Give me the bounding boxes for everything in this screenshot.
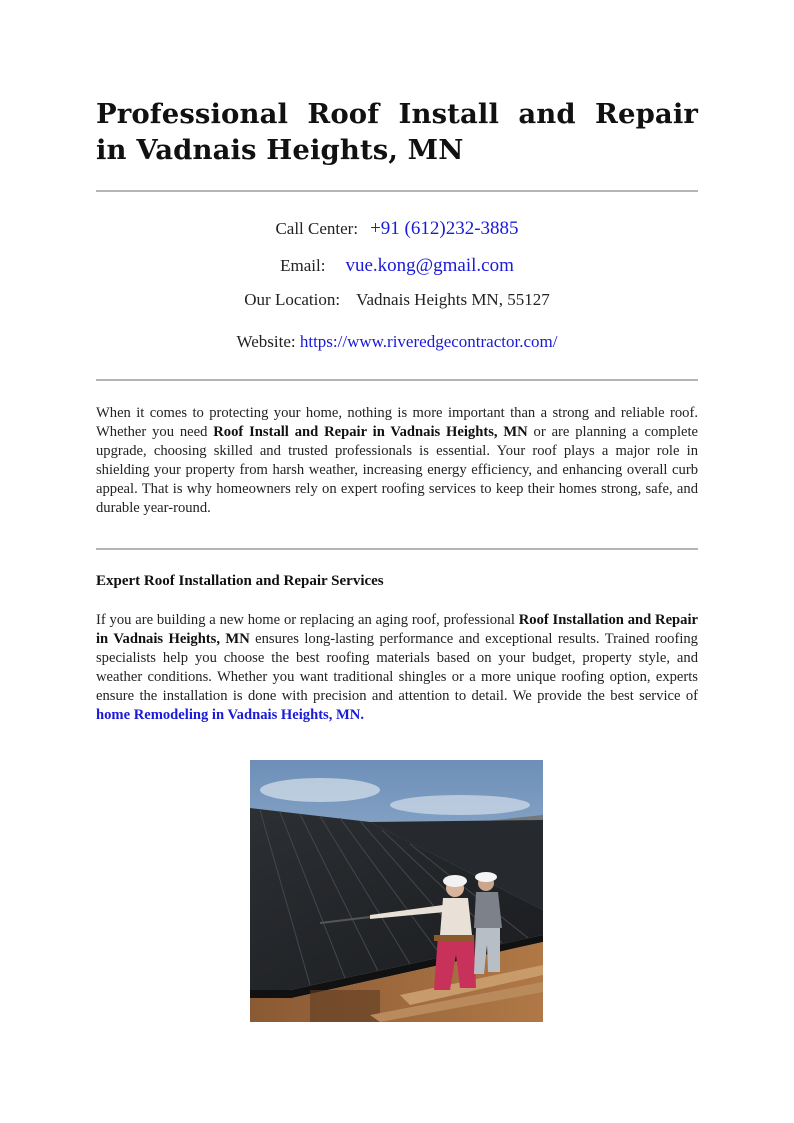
remodeling-link[interactable]: home Remodeling in Vadnais Heights, MN. xyxy=(96,707,364,723)
intro-paragraph xyxy=(96,404,698,518)
divider-intro xyxy=(96,548,698,550)
section-heading: Expert Roof Installation and Repair Services xyxy=(96,573,384,589)
section-text-1: If you are building a new home or replacing an aging roof, professional xyxy=(96,612,519,628)
website-link[interactable]: https://www.riveredgecontractor.com/ xyxy=(299,332,558,351)
location-line xyxy=(96,290,698,310)
call-center-label: Call Center: xyxy=(275,219,359,238)
roofers-photo xyxy=(250,760,543,1022)
intro-text-2: or are planning a complete upgrade, choosing skilled and trusted professionals is essential. Your roof plays a major role in shielding your property from harsh weather, increasing energy efficiency, and enhancing overall curb appeal. That is why homeowners rely on expert roofing services to keep their homes strong, safe, and durable year-round. xyxy=(96,424,699,516)
email-link[interactable]: vue.kong@gmail.com xyxy=(345,255,514,276)
call-center-line xyxy=(96,218,698,240)
intro-text-1: When it comes to protecting your home, nothing is more important than a strong and reliable roof. Whether you need xyxy=(96,405,698,440)
email-line xyxy=(96,255,698,277)
email-label: Email: xyxy=(280,256,326,275)
phone-link[interactable]: +91 (612)232-3885 xyxy=(370,218,519,239)
website-line xyxy=(96,332,698,352)
section-paragraph xyxy=(96,611,698,725)
website-label: Website: xyxy=(236,332,296,351)
page-title: Professional Roof Install and Repair in Vadnais Heights, MN xyxy=(96,98,698,166)
section-bold-1: Roof Installation and Repair in Vadnais Heights, MN xyxy=(96,612,699,647)
location-label: Our Location: xyxy=(244,290,341,309)
divider-top xyxy=(96,190,698,192)
divider-contact xyxy=(96,379,698,381)
location-value: Vadnais Heights MN, 55127 xyxy=(356,290,550,309)
intro-bold-1: Roof Install and Repair in Vadnais Heights, MN xyxy=(213,424,528,440)
section-text-2: ensures long-lasting performance and exceptional results. Trained roofing specialists help you choose the best roofing materials based on your budget, property style, and weather conditions. Whether you want traditional shingles or a more unique roofing option, experts ensure the installation is done with precision and attention to detail. We provide the best service of xyxy=(96,631,698,704)
